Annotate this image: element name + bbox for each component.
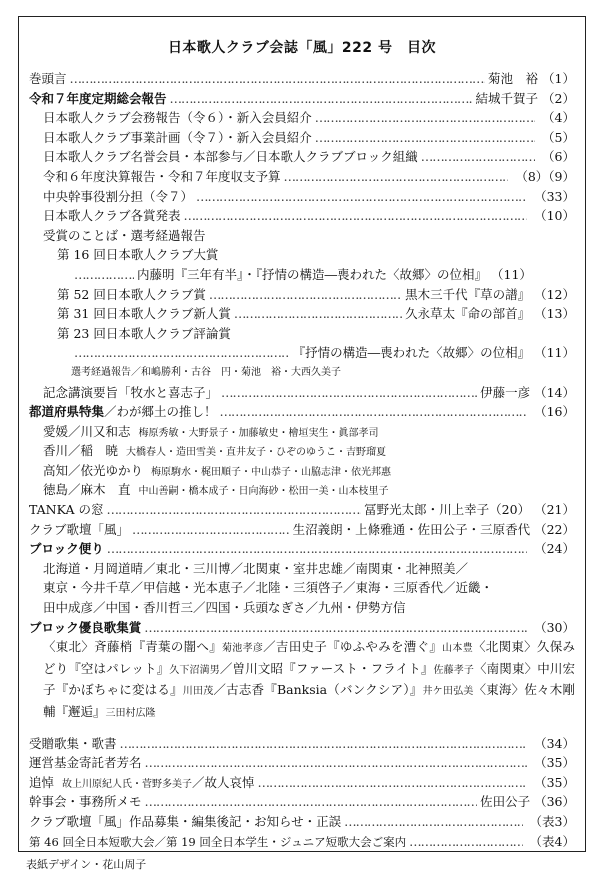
dot-leader	[220, 402, 528, 422]
toc-row	[29, 500, 575, 520]
dot-leader	[74, 265, 134, 285]
toc-row	[29, 383, 575, 403]
toc-label: 徳島／麻木 直	[43, 482, 131, 498]
award-commenter: 久下沼満男	[169, 664, 220, 676]
dot-leader	[234, 304, 402, 324]
toc-author: 黒木三千代『草の譜』	[405, 286, 531, 302]
toc-row	[29, 206, 575, 226]
toc-page: （22）	[534, 521, 575, 537]
dot-leader	[409, 832, 522, 852]
award-commenter: 菊池孝彦	[222, 643, 264, 655]
toc-page: （33）	[534, 188, 575, 204]
page-title: 日本歌人クラブ会誌「風」222 号 目次	[167, 40, 437, 56]
toc-page: （16）	[534, 404, 575, 420]
toc-label: クラブ歌壇「風」作品募集・編集後記・お知らせ・正誤	[29, 813, 342, 829]
toc-row	[29, 108, 575, 128]
dot-leader	[344, 812, 522, 832]
toc-row	[29, 167, 575, 187]
toc-label: 令和６年度決算報告・令和７年度収支予算	[43, 168, 281, 184]
toc-page: （35）	[534, 755, 575, 771]
toc-page: （36）	[534, 794, 575, 810]
toc-label: TANKA の窓	[29, 502, 104, 518]
toc-row	[29, 245, 575, 265]
toc-row	[29, 128, 575, 148]
toc-label: 第 52 回日本歌人クラブ賞	[57, 286, 206, 302]
toc-row	[29, 520, 575, 540]
toc-row	[29, 812, 575, 832]
toc-label: 追悼	[29, 774, 55, 790]
toc-names: 大橋春人・造田雪美・直井友子・ひぞのゆうこ・吉野瑠夏	[126, 447, 387, 459]
dot-leader	[315, 128, 535, 148]
toc-row	[29, 618, 575, 638]
dot-leader	[145, 753, 528, 773]
toc-label: 高知／依光ゆかり	[43, 462, 144, 478]
toc-page: （8）（9）	[515, 168, 575, 184]
toc-row	[29, 69, 575, 89]
dot-leader	[221, 383, 477, 403]
toc-names: 中山善嗣・橋本成子・日向海砂・松田一美・山本枝里子	[138, 486, 389, 498]
toc-page: （30）	[534, 619, 575, 635]
toc-author: 結城千賀子	[475, 90, 539, 106]
toc-label: 受贈歌集・歌書	[29, 735, 117, 751]
toc-author: 佐田公子	[480, 794, 531, 810]
toc-page: （21）	[534, 502, 575, 518]
award-commenter: 山本豊	[442, 643, 473, 655]
toc-label: 幹事会・事務所メモ	[29, 794, 142, 810]
toc-label: 日本歌人クラブ事業計画（令７）・新入会員紹介	[43, 129, 312, 145]
toc-author: 『抒情の構造―喪われた〈故郷〉の位相』	[292, 345, 531, 361]
toc-row	[29, 265, 575, 285]
toc-label: 日本歌人クラブ会務報告（令６）・新入会員紹介	[43, 110, 312, 126]
toc-row	[29, 324, 575, 344]
toc-label: 記念講演要旨「牧水と喜志子」	[43, 384, 219, 400]
toc-page: （4）	[542, 110, 575, 126]
toc-row	[29, 285, 575, 305]
award-commenter: 三田村広隆	[105, 708, 156, 719]
toc-row	[29, 792, 575, 812]
toc-row	[29, 363, 575, 383]
toc-label: 令和７年度定期総会報告	[29, 90, 167, 106]
toc-label: 第 16 回日本歌人クラブ大賞	[57, 247, 219, 263]
toc-page: （24）	[534, 541, 575, 557]
dot-leader	[145, 792, 478, 812]
toc-label: 第 46 回全日本短歌大会／第 19 回全日本学生・ジュニア短歌大会ご案内	[29, 834, 407, 849]
toc-label: 日本歌人クラブ各賞発表	[43, 208, 181, 224]
dot-leader	[184, 206, 528, 226]
toc-row	[29, 343, 575, 363]
toc-row	[29, 559, 575, 579]
toc-label: 都道府県特集	[29, 404, 105, 420]
toc-names: 梅原駒水・梶田順子・中山恭子・山脇志津・依光邦惠	[151, 466, 392, 478]
toc-sublabel: ／わが郷土の推し！	[104, 404, 217, 420]
dot-leader	[107, 539, 527, 559]
toc-page: （34）	[534, 735, 575, 751]
toc-page: （13）	[534, 306, 575, 322]
toc-list	[29, 69, 575, 851]
toc-author: 生沼義朗・上條雅通・佐田公子・三原香代	[292, 521, 531, 537]
dot-leader	[144, 618, 527, 638]
toc-author: 内藤明『三年有半』・『抒情の構造―喪われた〈故郷〉の位相』	[137, 266, 488, 282]
award-entry: ／曽川文昭『ファースト・フライト』	[219, 660, 434, 676]
toc-label: 香川／稲 暁	[43, 443, 119, 459]
toc-page: （12）	[534, 286, 575, 302]
award-commenter: 川田茂	[182, 686, 214, 698]
toc-text: 北海道・月岡道晴／東北・三川博／北関東・室井忠雄／南関東・北神照美／	[43, 560, 469, 576]
toc-page: （表4）	[529, 833, 575, 849]
toc-row	[29, 539, 575, 559]
award-commenter: 井ケ田弘美	[422, 686, 474, 698]
award-entry: 〈南関東〉中川宏子『かぼちゃに変はる』	[43, 660, 575, 698]
toc-row	[29, 422, 575, 442]
toc-page: （2）	[542, 90, 575, 106]
toc-label: 中央幹事役割分担（令７）	[43, 188, 194, 204]
dot-leader	[106, 500, 361, 520]
award-entry: 〈北関東〉久保みどり『空はパレット』	[43, 639, 575, 676]
toc-row	[29, 578, 575, 598]
toc-row	[29, 734, 575, 754]
toc-author: 久永草太『命の部首』	[405, 306, 531, 322]
toc-label: ブロック優良歌集賞	[29, 619, 142, 635]
dot-leader	[132, 520, 290, 540]
dot-leader	[209, 285, 402, 305]
toc-frame	[18, 16, 586, 852]
toc-sublabel: ／故人哀悼	[192, 774, 255, 790]
toc-label: 第 23 回日本歌人クラブ評論賞	[57, 325, 231, 341]
dot-leader	[196, 187, 527, 207]
toc-page: （表3）	[529, 813, 575, 829]
toc-label: 選考経過報告／和嶋勝利・古谷 円・菊池 裕・大西久美子	[71, 366, 341, 378]
toc-author: 冨野光太郎・川上幸子（20）	[364, 502, 531, 518]
toc-author: 菊池 裕	[488, 71, 539, 86]
toc-row	[29, 461, 575, 481]
toc-label: ブロック便り	[29, 541, 104, 557]
award-entry: 〈東北〉斉藤梢『青葉の闇へ』	[43, 639, 222, 655]
dot-leader	[258, 773, 528, 793]
toc-page: （11）	[534, 345, 575, 361]
toc-row	[29, 304, 575, 324]
toc-row	[29, 187, 575, 207]
toc-label: 受賞のことば・選考経過報告	[43, 227, 206, 243]
award-entry: ／古志香『Banksia（バンクシア）』	[213, 682, 423, 698]
toc-page: （5）	[542, 129, 575, 145]
dot-leader	[120, 734, 528, 754]
toc-label: 巻頭言	[29, 71, 67, 86]
toc-text: 東京・今井千草／甲信越・光本恵子／北陸・三須啓子／東海・三原香代／近畿・	[43, 580, 494, 596]
toc-row	[29, 402, 575, 422]
toc-row	[29, 832, 575, 852]
toc-page: （11）	[491, 266, 532, 282]
award-entry: ／吉田史子『ゆふやみを漕ぐ』	[263, 639, 443, 655]
award-commenter: 佐藤孝子	[433, 664, 475, 676]
toc-label: 第 31 回日本歌人クラブ新人賞	[57, 306, 231, 322]
dot-leader	[70, 69, 486, 89]
toc-page: （10）	[534, 208, 575, 224]
toc-label: 日本歌人クラブ名誉会員・本部参与／日本歌人クラブブロック組織	[43, 149, 418, 165]
toc-sublabel: 故上川原紀人氏・菅野多美子	[62, 778, 193, 790]
toc-names: 梅原秀敏・大野景子・加藤敏史・檜垣実生・眞部孝司	[138, 427, 379, 439]
award-entry: 〈東海〉佐々木剛輔『邂逅』	[43, 682, 575, 719]
dot-leader	[421, 147, 535, 167]
dot-leader	[74, 343, 290, 363]
toc-label: 運営基金寄託者芳名	[29, 755, 142, 771]
toc-row	[29, 147, 575, 167]
toc-label: 愛媛／川又和志	[43, 423, 131, 439]
toc-row	[29, 441, 575, 461]
toc-row	[29, 89, 575, 109]
dot-leader	[315, 108, 535, 128]
toc-row	[29, 753, 575, 773]
cover-design-credit: 表紙デザイン・花山周子	[26, 858, 147, 871]
toc-author: 伊藤一彦	[480, 384, 531, 400]
toc-page: （14）	[534, 384, 575, 400]
toc-text: 田中成彦／中国・香川哲三／四国・兵頭なぎさ／九州・伊勢方信	[43, 600, 406, 616]
toc-row	[29, 226, 575, 246]
toc-row	[29, 598, 575, 618]
award-paragraph	[29, 637, 575, 723]
dot-leader	[284, 167, 509, 187]
toc-page: （6）	[542, 149, 575, 165]
toc-row	[29, 773, 575, 793]
toc-label: クラブ歌壇「風」	[29, 521, 130, 537]
toc-page: （1）	[542, 71, 575, 86]
toc-row	[29, 480, 575, 500]
dot-leader	[170, 89, 473, 109]
toc-page: （35）	[534, 774, 575, 790]
